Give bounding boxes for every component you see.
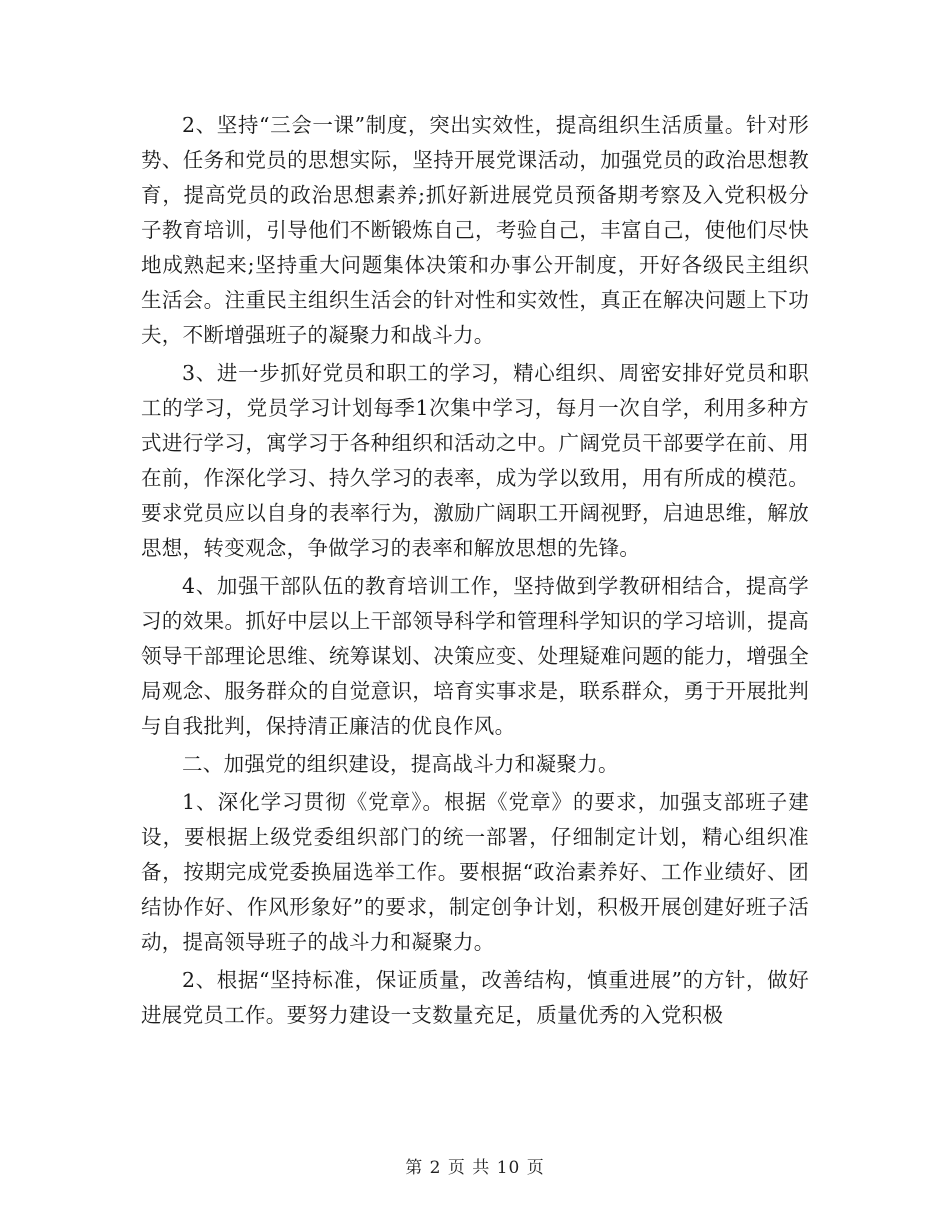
page-number-footer: 第 2 页 共 10 页 <box>405 1158 545 1178</box>
paragraph-1: 2、坚持“三会一课”制度，突出实效性，提高组织生活质量。针对形势、任务和党员的思想实际，坚持开展党课活动，加强党员的政治思想教育，提高党员的政治思想素养;抓好新进展党员预备期考察及入党积极分子教育培训，引导他们不断锻炼自己，考验自己，丰富自己，使他们尽快地成熟起来;坚持重大问题集体决策和办事公开制度，开好各级民主组织生活会。注重民主组织生活会的针对性和实效性，真正在解决问题上下功夫，不断增强班子的凝聚力和战斗力。 <box>141 113 809 347</box>
paragraph-3: 4、加强干部队伍的教育培训工作，坚持做到学教研相结合，提高学习的效果。抓好中层以上干部领导科学和管理科学知识的学习培训，提高领导干部理论思维、统筹谋划、决策应变、处理疑难问题的能力，增强全局观念、服务群众的自觉意识，培育实事求是，联系群众，勇于开展批判与自我批判，保持清正廉洁的优良作风。 <box>141 574 809 738</box>
paragraph-5: 2、根据“坚持标准，保证质量，改善结构，慎重进展”的方针，做好进展党员工作。要努力建设一支数量充足，质量优秀的入党积极 <box>141 968 809 1027</box>
document-body <box>141 108 809 1033</box>
paragraph-2: 3、进一步抓好党员和职工的学习，精心组织、周密安排好党员和职工的学习，党员学习计划每季1次集中学习，每月一次自学，利用多种方式进行学习，寓学习于各种组织和活动之中。广阔党员干部要学在前、用在前，作深化学习、持久学习的表率，成为学以致用，用有所成的模范。要求党员应以自身的表率行为，激励广阔职工开阔视野，启迪思维，解放思想，转变观念，争做学习的表率和解放思想的先锋。 <box>141 361 809 560</box>
section-heading: 二、加强党的组织建设，提高战斗力和凝聚力。 <box>182 752 619 776</box>
paragraph-4: 1、深化学习贯彻《党章》。根据《党章》的要求，加强支部班子建设，要根据上级党委组织部门的统一部署，仔细制定计划，精心组织准备，按期完成党委换届选举工作。要根据“政治素养好、工作业绩好、团结协作好、作风形象好”的要求，制定创争计划，积极开展创建好班子活动，提高领导班子的战斗力和凝聚力。 <box>141 790 809 954</box>
